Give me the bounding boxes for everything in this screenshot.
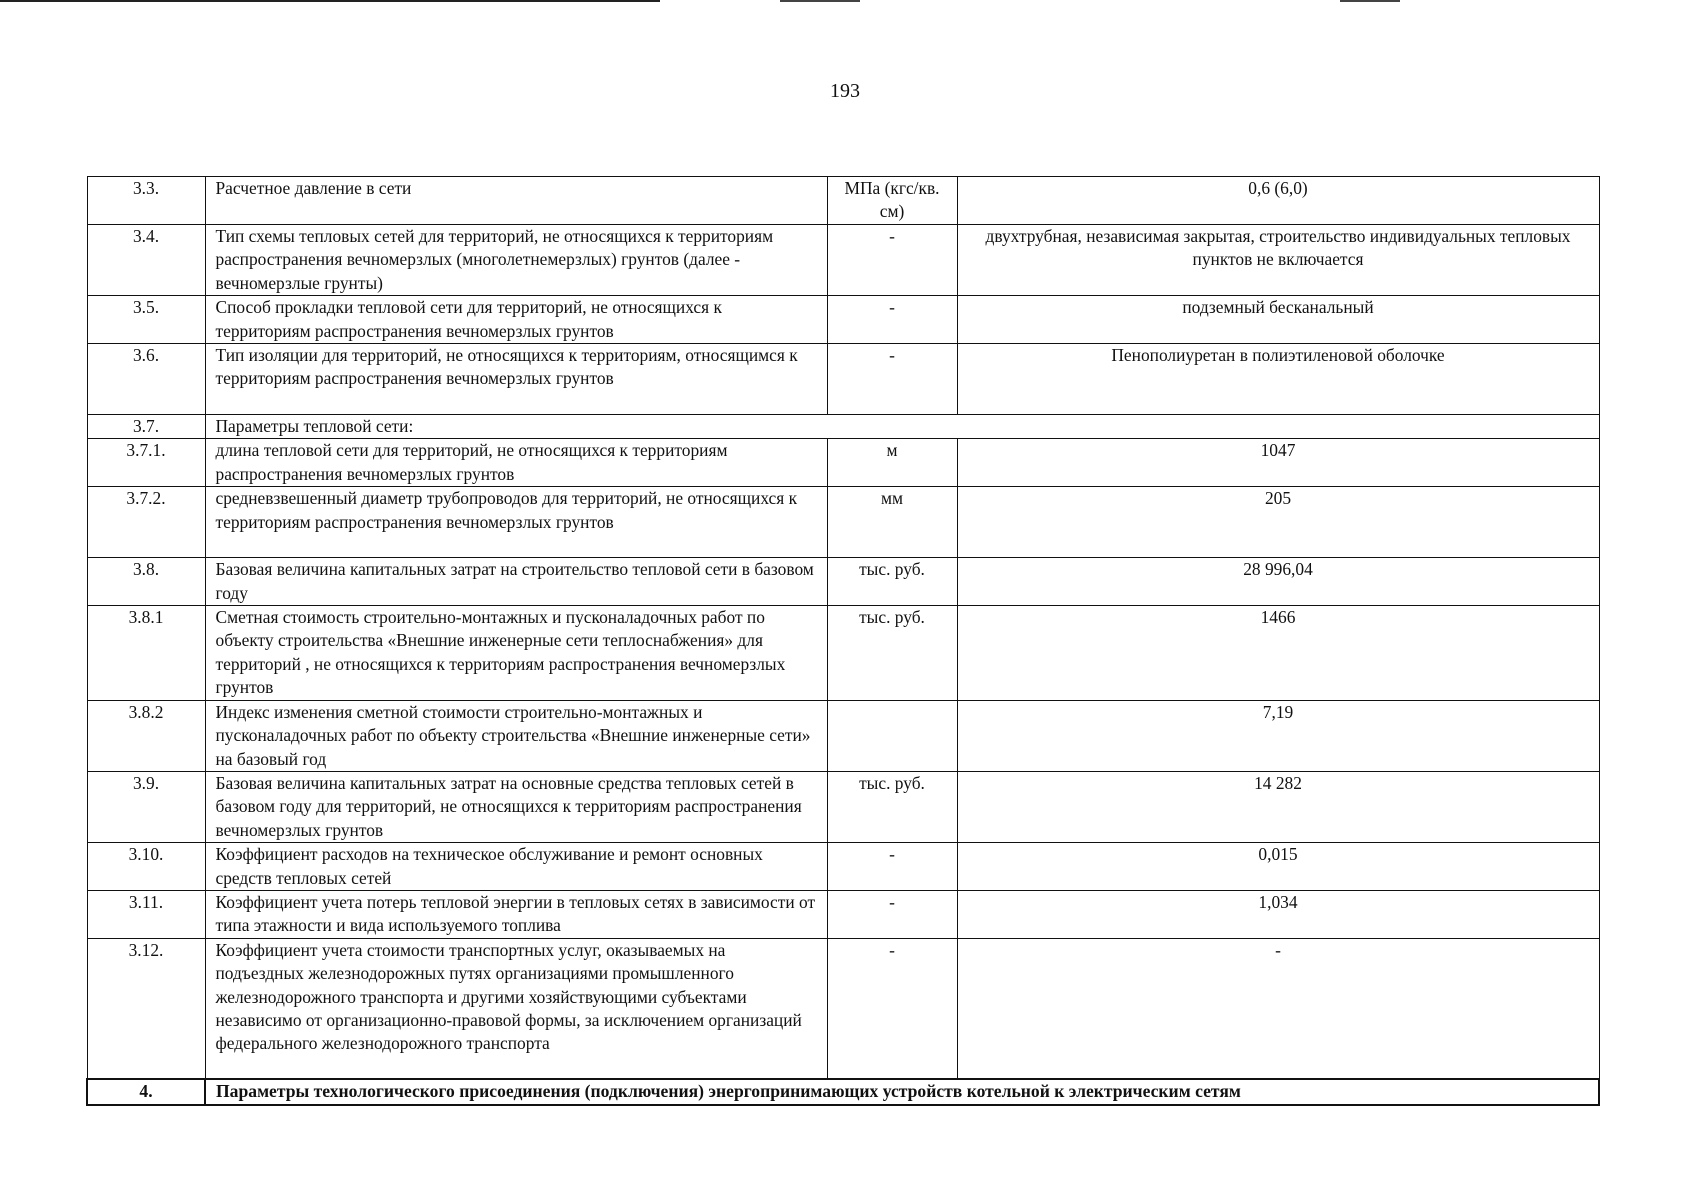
row-unit: МПа (кгс/кв. см) <box>827 177 957 225</box>
row-value: 0,015 <box>957 843 1599 891</box>
row-description: Коэффициент расходов на техническое обслуживание и ремонт основных средств тепловых сетей <box>205 843 827 891</box>
row-number: 3.7.2. <box>87 487 205 558</box>
table-row <box>87 296 1599 344</box>
row-unit: тыс. руб. <box>827 558 957 606</box>
row-value: 7,19 <box>957 700 1599 771</box>
table-row <box>87 606 1599 701</box>
row-value: 1466 <box>957 606 1599 701</box>
row-description: Способ прокладки тепловой сети для территорий, не относящихся к территориям распространения вечномерзлых грунтов <box>205 296 827 344</box>
row-unit: - <box>827 843 957 891</box>
parameters-table <box>86 176 1600 1106</box>
page-number: 193 <box>830 80 860 102</box>
row-description: Коэффициент учета стоимости транспортных услуг, оказываемых на подъездных железнодорожных путях организациями промышленного железнодорожного транспорта и другими хозяйствующими субъектами независимо от организационно-правовой формы, за исключением организаций федерального железнодорожного транспорта <box>205 938 827 1079</box>
row-description: Индекс изменения сметной стоимости строительно-монтажных и пусконаладочных работ по объекту строительства «Внешние инженерные сети» на базовый год <box>205 700 827 771</box>
table-row <box>87 344 1599 415</box>
row-value: 1,034 <box>957 890 1599 938</box>
table-row <box>87 558 1599 606</box>
row-value: подземный бесканальный <box>957 296 1599 344</box>
row-number: 3.9. <box>87 771 205 842</box>
row-number: 3.7. <box>87 415 205 439</box>
section-header-row <box>87 1079 1599 1104</box>
row-description: Базовая величина капитальных затрат на строительство тепловой сети в базовом году <box>205 558 827 606</box>
row-number: 3.11. <box>87 890 205 938</box>
row-unit: - <box>827 890 957 938</box>
row-unit: мм <box>827 487 957 558</box>
row-number: 3.12. <box>87 938 205 1079</box>
row-description: Тип изоляции для территорий, не относящихся к территориям, относящимся к территориям распространения вечномерзлых грунтов <box>205 344 827 415</box>
table-row <box>87 177 1599 225</box>
row-value: 205 <box>957 487 1599 558</box>
table-row <box>87 700 1599 771</box>
row-description: Параметры тепловой сети: <box>205 415 1599 439</box>
table-row <box>87 225 1599 296</box>
table-row <box>87 439 1599 487</box>
row-unit: тыс. руб. <box>827 771 957 842</box>
row-unit: тыс. руб. <box>827 606 957 701</box>
table-row <box>87 938 1599 1079</box>
row-number: 3.8.2 <box>87 700 205 771</box>
table-row <box>87 487 1599 558</box>
row-number: 4. <box>87 1079 205 1104</box>
row-number: 3.8.1 <box>87 606 205 701</box>
row-unit: - <box>827 225 957 296</box>
row-unit: м <box>827 439 957 487</box>
row-number: 3.8. <box>87 558 205 606</box>
row-unit: - <box>827 938 957 1079</box>
table-row <box>87 771 1599 842</box>
table-row <box>87 890 1599 938</box>
row-number: 3.7.1. <box>87 439 205 487</box>
row-value: двухтрубная, независимая закрытая, строительство индивидуальных тепловых пунктов не включается <box>957 225 1599 296</box>
row-value: Пенополиуретан в полиэтиленовой оболочке <box>957 344 1599 415</box>
row-number: 3.6. <box>87 344 205 415</box>
row-unit: - <box>827 344 957 415</box>
row-description: Сметная стоимость строительно-монтажных и пусконаладочных работ по объекту строительства «Внешние инженерные сети теплоснабжения» для территорий , не относящихся к территориям распространения вечномерзлых грунтов <box>205 606 827 701</box>
section-title: Параметры технологического присоединения (подключения) энергопринимающих устройств котельной к электрическим сетям <box>205 1079 1599 1104</box>
scan-edge-line <box>0 0 660 2</box>
row-number: 3.4. <box>87 225 205 296</box>
scan-edge-line <box>780 0 860 2</box>
row-unit <box>827 700 957 771</box>
row-number: 3.5. <box>87 296 205 344</box>
row-description: средневзвешенный диаметр трубопроводов для территорий, не относящихся к территориям распространения вечномерзлых грунтов <box>205 487 827 558</box>
row-value: 0,6 (6,0) <box>957 177 1599 225</box>
table-row <box>87 843 1599 891</box>
scan-edge-line <box>1340 0 1400 2</box>
row-description: Коэффициент учета потерь тепловой энергии в тепловых сетях в зависимости от типа этажности и вида используемого топлива <box>205 890 827 938</box>
row-number: 3.10. <box>87 843 205 891</box>
row-value: 1047 <box>957 439 1599 487</box>
row-description: длина тепловой сети для территорий, не относящихся к территориям распространения вечномерзлых грунтов <box>205 439 827 487</box>
row-value: - <box>957 938 1599 1079</box>
table-row <box>87 415 1599 439</box>
row-number: 3.3. <box>87 177 205 225</box>
row-value: 28 996,04 <box>957 558 1599 606</box>
row-description: Расчетное давление в сети <box>205 177 827 225</box>
row-description: Тип схемы тепловых сетей для территорий, не относящихся к территориям распространения вечномерзлых (многолетнемерзлых) грунтов (далее - вечномерзлые грунты) <box>205 225 827 296</box>
row-value: 14 282 <box>957 771 1599 842</box>
row-description: Базовая величина капитальных затрат на основные средства тепловых сетей в базовом году для территорий, не относящихся к территориям распространения вечномерзлых грунтов <box>205 771 827 842</box>
row-unit: - <box>827 296 957 344</box>
